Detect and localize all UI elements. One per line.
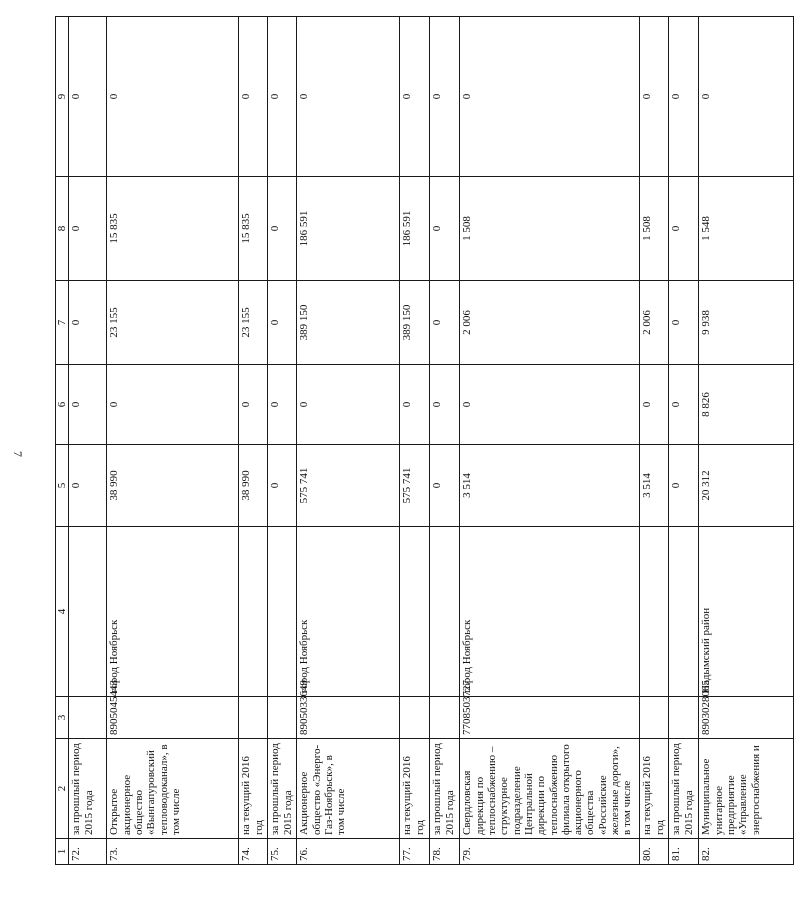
value-col-5: 38 990 bbox=[239, 445, 268, 527]
inn-cell bbox=[239, 697, 268, 739]
value-col-9: 0 bbox=[297, 17, 400, 177]
table-row bbox=[297, 17, 400, 865]
value-col-5: 0 bbox=[430, 445, 460, 527]
territory-cell bbox=[239, 527, 268, 697]
table-row bbox=[669, 17, 699, 865]
inn-cell bbox=[640, 697, 669, 739]
row-number: 82. bbox=[699, 839, 794, 865]
value-col-9: 0 bbox=[400, 17, 430, 177]
row-number: 76. bbox=[297, 839, 400, 865]
row-number: 72. bbox=[69, 839, 107, 865]
value-col-8: 0 bbox=[69, 177, 107, 281]
org-name: Муниципальное унитарное предприятие «Управление энергоснабжения и bbox=[699, 739, 794, 839]
value-col-8: 1 548 bbox=[699, 177, 794, 281]
column-header: 4 bbox=[56, 527, 69, 697]
table-row bbox=[640, 17, 669, 865]
value-col-6: 0 bbox=[69, 365, 107, 445]
value-col-6: 0 bbox=[640, 365, 669, 445]
inn-cell: 8903028065 bbox=[699, 697, 794, 739]
territory-cell: Надымский район bbox=[699, 527, 794, 697]
territory-cell bbox=[669, 527, 699, 697]
value-col-8: 15 835 bbox=[239, 177, 268, 281]
row-number: 79. bbox=[460, 839, 640, 865]
territory-cell: город Ноябрьск bbox=[297, 527, 400, 697]
inn-cell bbox=[430, 697, 460, 739]
value-col-7: 0 bbox=[69, 281, 107, 365]
value-col-7: 0 bbox=[430, 281, 460, 365]
value-col-9: 0 bbox=[268, 17, 297, 177]
data-table bbox=[55, 16, 794, 865]
org-name: за прошлый период 2015 года bbox=[430, 739, 460, 839]
territory-cell bbox=[640, 527, 669, 697]
value-col-8: 0 bbox=[268, 177, 297, 281]
territory-cell bbox=[69, 527, 107, 697]
value-col-7: 389 150 bbox=[297, 281, 400, 365]
value-col-5: 3 514 bbox=[640, 445, 669, 527]
value-col-7: 23 155 bbox=[107, 281, 239, 365]
inn-cell bbox=[268, 697, 297, 739]
territory-cell bbox=[268, 527, 297, 697]
value-col-6: 0 bbox=[669, 365, 699, 445]
inn-cell bbox=[669, 697, 699, 739]
rotated-page bbox=[55, 17, 762, 865]
value-col-7: 2 006 bbox=[640, 281, 669, 365]
row-number: 77. bbox=[400, 839, 430, 865]
value-col-8: 186 591 bbox=[297, 177, 400, 281]
inn-cell bbox=[400, 697, 430, 739]
value-col-5: 0 bbox=[669, 445, 699, 527]
value-col-6: 0 bbox=[107, 365, 239, 445]
value-col-9: 0 bbox=[699, 17, 794, 177]
value-col-9: 0 bbox=[669, 17, 699, 177]
value-col-6: 0 bbox=[268, 365, 297, 445]
row-number: 78. bbox=[430, 839, 460, 865]
column-header: 9 bbox=[56, 17, 69, 177]
row-number: 74. bbox=[239, 839, 268, 865]
value-col-5: 3 514 bbox=[460, 445, 640, 527]
value-col-8: 0 bbox=[430, 177, 460, 281]
territory-cell: город Ноябрьск bbox=[460, 527, 640, 697]
value-col-8: 1 508 bbox=[460, 177, 640, 281]
table-row bbox=[430, 17, 460, 865]
table-row bbox=[699, 17, 794, 865]
column-header: 1 bbox=[56, 839, 69, 865]
org-name: за прошлый период 2015 года bbox=[669, 739, 699, 839]
territory-cell bbox=[430, 527, 460, 697]
value-col-8: 0 bbox=[669, 177, 699, 281]
value-col-9: 0 bbox=[239, 17, 268, 177]
value-col-7: 0 bbox=[669, 281, 699, 365]
table-body bbox=[56, 17, 794, 865]
column-header: 3 bbox=[56, 697, 69, 739]
value-col-5: 38 990 bbox=[107, 445, 239, 527]
column-header: 5 bbox=[56, 445, 69, 527]
value-col-9: 0 bbox=[107, 17, 239, 177]
value-col-9: 0 bbox=[69, 17, 107, 177]
value-col-6: 0 bbox=[430, 365, 460, 445]
value-col-8: 186 591 bbox=[400, 177, 430, 281]
row-number: 81. bbox=[669, 839, 699, 865]
value-col-6: 0 bbox=[239, 365, 268, 445]
row-number: 75. bbox=[268, 839, 297, 865]
value-col-5: 575 741 bbox=[400, 445, 430, 527]
column-header: 7 bbox=[56, 281, 69, 365]
territory-cell bbox=[400, 527, 430, 697]
inn-cell: 8905033649 bbox=[297, 697, 400, 739]
value-col-6: 8 826 bbox=[699, 365, 794, 445]
org-name: Свердловская дирекция по теплоснабжению – структурное подразделение Центральной дирекции по теплоснабжению филиала открытого акционерного общества «Российские железные дороги», в том числе bbox=[460, 739, 640, 839]
value-col-5: 0 bbox=[69, 445, 107, 527]
table-row bbox=[69, 17, 107, 865]
page-number: 7 bbox=[11, 451, 25, 457]
value-col-6: 0 bbox=[297, 365, 400, 445]
value-col-7: 2 006 bbox=[460, 281, 640, 365]
value-col-8: 1 508 bbox=[640, 177, 669, 281]
inn-cell bbox=[69, 697, 107, 739]
row-number: 73. bbox=[107, 839, 239, 865]
value-col-7: 23 155 bbox=[239, 281, 268, 365]
org-name: на текущий 2016 год bbox=[400, 739, 430, 839]
column-header: 8 bbox=[56, 177, 69, 281]
org-name: Открытое акционерное общество «Вынгапуровский тепловодоканал», в том числе bbox=[107, 739, 239, 839]
column-header: 2 bbox=[56, 739, 69, 839]
inn-cell: 7708503727 bbox=[460, 697, 640, 739]
table-header-row bbox=[56, 17, 69, 865]
territory-cell: город Ноябрьск bbox=[107, 527, 239, 697]
table-row bbox=[107, 17, 239, 865]
table-row bbox=[460, 17, 640, 865]
value-col-7: 9 938 bbox=[699, 281, 794, 365]
org-name: Акционерное общество «Энерго-Газ-Ноябрьск», в том числе bbox=[297, 739, 400, 839]
value-col-7: 389 150 bbox=[400, 281, 430, 365]
column-header: 6 bbox=[56, 365, 69, 445]
table-row bbox=[400, 17, 430, 865]
value-col-6: 0 bbox=[460, 365, 640, 445]
table-row bbox=[239, 17, 268, 865]
value-col-8: 15 835 bbox=[107, 177, 239, 281]
org-name: за прошлый период 2015 года bbox=[69, 739, 107, 839]
value-col-5: 20 312 bbox=[699, 445, 794, 527]
value-col-7: 0 bbox=[268, 281, 297, 365]
org-name: на текущий 2016 год bbox=[640, 739, 669, 839]
inn-cell: 8905045443 bbox=[107, 697, 239, 739]
value-col-6: 0 bbox=[400, 365, 430, 445]
row-number: 80. bbox=[640, 839, 669, 865]
org-name: за прошлый период 2015 года bbox=[268, 739, 297, 839]
value-col-5: 0 bbox=[268, 445, 297, 527]
value-col-9: 0 bbox=[430, 17, 460, 177]
value-col-5: 575 741 bbox=[297, 445, 400, 527]
org-name: на текущий 2016 год bbox=[239, 739, 268, 839]
table-row bbox=[268, 17, 297, 865]
value-col-9: 0 bbox=[460, 17, 640, 177]
value-col-9: 0 bbox=[640, 17, 669, 177]
